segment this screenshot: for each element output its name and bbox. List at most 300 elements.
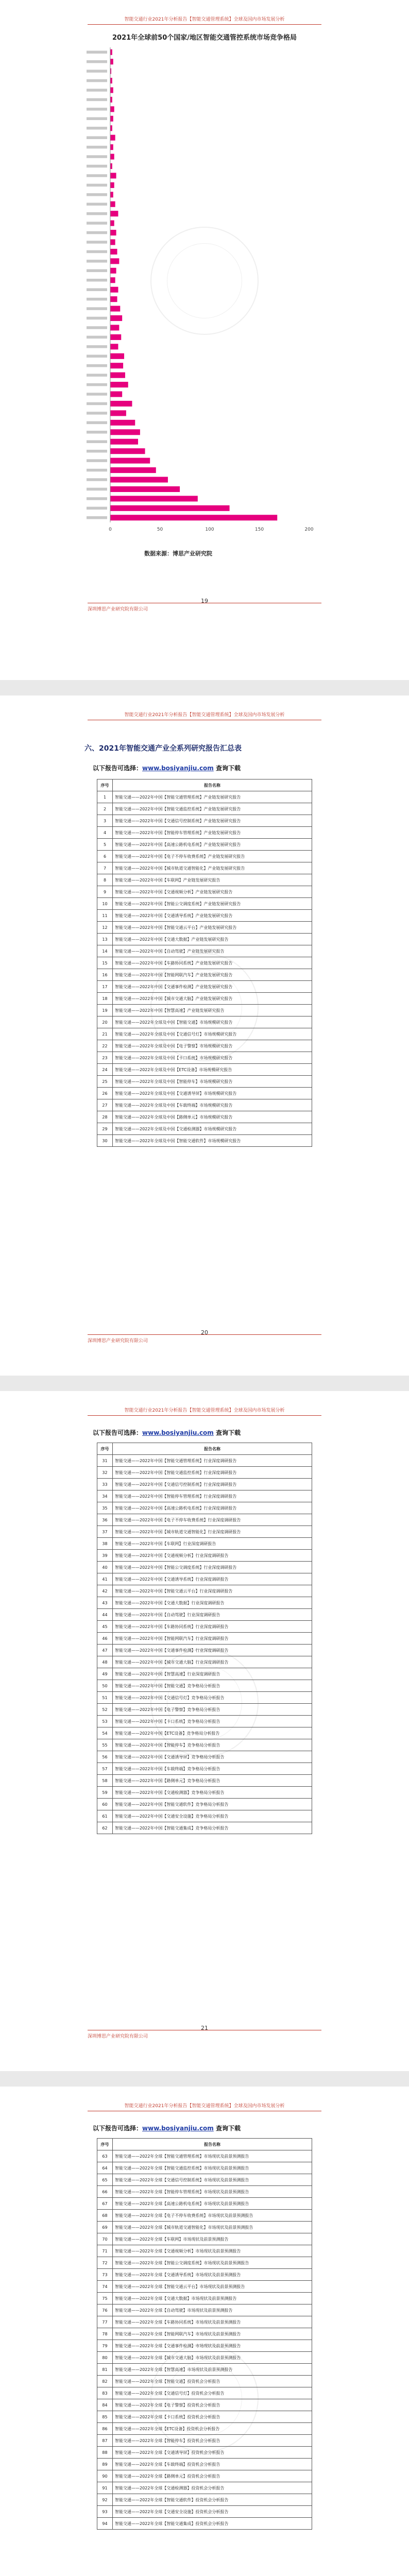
table-row <box>97 1028 312 1040</box>
table-row <box>97 1064 312 1076</box>
table-header-cell: 序号 <box>97 1443 113 1455</box>
category-label-placeholder <box>87 488 107 491</box>
report-name[interactable]: 智能交通——2022年中国【城市交通大脑】行业深度调研报告 <box>113 1656 312 1668</box>
chart-title: 2021年全球前50个国家/地区智能交通管控系统市场竞争格局 <box>112 34 297 42</box>
category-label-placeholder <box>87 269 107 273</box>
row-number: 52 <box>97 1704 113 1716</box>
table-row <box>97 1573 312 1585</box>
page-header: 智能交通行业2021年分析报告【智能交通管理系统】全球及国内市场发展分析 <box>88 15 321 25</box>
table-row <box>97 1502 312 1514</box>
report-name[interactable]: 智能交通——2022年全球及中国【智能停车】市场规模研究报告 <box>113 1076 312 1088</box>
report-name[interactable]: 智能交通——2022年全球及中国【交通信号灯】市场规模研究报告 <box>113 1028 312 1040</box>
row-number: 24 <box>97 1064 113 1076</box>
row-number: 12 <box>97 922 113 934</box>
page-footer: 深圳博思产业研究院有限公司 <box>88 603 321 612</box>
table-row <box>97 1716 312 1727</box>
report-name[interactable]: 智能交通——2022年中国【智能交通云平台】产业链发展研究报告 <box>113 922 312 934</box>
table-row <box>97 2518 312 2530</box>
category-label-placeholder <box>87 307 107 310</box>
bar <box>110 486 180 492</box>
page-footer: 深圳博思产业研究院有限公司 <box>88 2030 321 2039</box>
report-name[interactable]: 智能交通——2022年全球及中国【智能交通】市场规模研究报告 <box>113 1016 312 1028</box>
report-name[interactable]: 智能交通——2022年中国【交通检测器】竞争格局分析报告 <box>113 1787 312 1799</box>
row-number: 85 <box>97 2411 113 2423</box>
table-row <box>97 886 312 898</box>
table-row <box>97 1704 312 1716</box>
report-name[interactable]: 智能交通——2022年中国【智能公交调度系统】产业链发展研究报告 <box>113 898 312 910</box>
website-link[interactable]: www.bosiyanjiu.com <box>142 765 214 772</box>
bar <box>110 448 145 454</box>
report-name[interactable]: 智能交通——2022年中国【智能公交调度系统】行业深度调研报告 <box>113 1562 312 1573</box>
category-label-placeholder <box>87 146 107 149</box>
report-name[interactable]: 智能交通——2022年中国【高速公路机电系统】行业深度调研报告 <box>113 1502 312 1514</box>
report-table <box>97 779 312 1147</box>
report-name[interactable]: 智能交通——2022年中国【交通诱导系统】行业深度调研报告 <box>113 1573 312 1585</box>
table-row <box>97 945 312 957</box>
row-number: 5 <box>97 839 113 851</box>
table-row <box>97 2399 312 2411</box>
table-row <box>97 981 312 993</box>
bar <box>110 116 113 122</box>
category-label-placeholder <box>87 450 107 453</box>
table-row <box>97 2364 312 2376</box>
bar <box>110 268 116 274</box>
report-name[interactable]: 智能交通——2022年中国【车联网】行业深度调研报告 <box>113 1538 312 1550</box>
report-table <box>97 1443 312 1834</box>
report-name[interactable]: 智能交通——2022年中国【智能交通监控系统】行业深度调研报告 <box>113 1467 312 1479</box>
table-row <box>97 2162 312 2174</box>
table-row <box>97 1645 312 1656</box>
bar <box>110 59 113 64</box>
table-header-row <box>97 2139 312 2150</box>
table-row <box>97 2423 312 2435</box>
bar <box>110 239 115 245</box>
bar <box>110 496 198 501</box>
bar <box>110 49 112 55</box>
report-name[interactable]: 智能交通——2022年全球【路侧单元】投资机会分析报告 <box>113 2470 312 2482</box>
report-name[interactable]: 智能交通——2022年全球【车联网】市场现状及前景预测报告 <box>113 2233 312 2245</box>
category-label-placeholder <box>87 212 107 215</box>
table-row <box>97 2470 312 2482</box>
table-row <box>97 2293 312 2304</box>
table-row <box>97 2459 312 2470</box>
page-number: 21 <box>201 2025 208 2031</box>
report-name[interactable]: 智能交通——2022年全球【智能交通管理系统】市场现状及前景预测报告 <box>113 2150 312 2162</box>
row-number: 10 <box>97 898 113 910</box>
bar <box>110 144 113 150</box>
row-number: 1 <box>97 791 113 803</box>
table-row <box>97 1538 312 1550</box>
website-link[interactable]: www.bosiyanjiu.com <box>142 2125 214 2132</box>
report-name[interactable]: 智能交通——2022年中国【路侧单元】竞争格局分析报告 <box>113 1775 312 1787</box>
report-name[interactable]: 智能交通——2022年中国【车路协同系统】产业链发展研究报告 <box>113 957 312 969</box>
table-row <box>97 1099 312 1111</box>
row-number: 41 <box>97 1573 113 1585</box>
bar <box>110 173 116 178</box>
row-number: 29 <box>97 1123 113 1135</box>
report-name[interactable]: 智能交通——2022年全球【交通信号灯】投资机会分析报告 <box>113 2387 312 2399</box>
report-name[interactable]: 智能交通——2022年全球【交通信号控制系统】市场现状及前景预测报告 <box>113 2174 312 2186</box>
report-name[interactable]: 智能交通——2022年中国【城市交通大脑】产业链发展研究报告 <box>113 993 312 1005</box>
category-label-placeholder <box>87 108 107 111</box>
row-number: 83 <box>97 2387 113 2399</box>
table-row <box>97 1621 312 1633</box>
bar <box>110 78 112 83</box>
bar <box>110 467 156 473</box>
row-number: 46 <box>97 1633 113 1645</box>
chart-source: 数据来源：博思产业研究院 <box>144 550 212 557</box>
report-name[interactable]: 智能交通——2022年中国【交通安全设施】竞争格局分析报告 <box>113 1810 312 1822</box>
download-note: 以下报告可选择：www.bosiyanjiu.com 查询下载 <box>93 765 241 772</box>
row-number: 54 <box>97 1727 113 1739</box>
bar <box>110 258 119 264</box>
report-name[interactable]: 智能交通——2022年中国【车载终端】竞争格局分析报告 <box>113 1763 312 1775</box>
table-row <box>97 2411 312 2423</box>
table-row <box>97 2269 312 2281</box>
table-row <box>97 1680 312 1692</box>
category-label-placeholder <box>87 60 107 63</box>
report-name[interactable]: 智能交通——2022年全球【智能交通】投资机会分析报告 <box>113 2376 312 2387</box>
row-number: 84 <box>97 2399 113 2411</box>
row-number: 90 <box>97 2470 113 2482</box>
report-name[interactable]: 智能交通——2022年中国【交通信号灯】竞争格局分析报告 <box>113 1692 312 1704</box>
report-name[interactable]: 智能交通——2022年中国【自动驾驶】行业深度调研报告 <box>113 1609 312 1621</box>
report-name[interactable]: 智能交通——2022年中国【交通诱导屏】竞争格局分析报告 <box>113 1751 312 1763</box>
row-number: 63 <box>97 2150 113 2162</box>
row-number: 78 <box>97 2328 113 2340</box>
category-label-placeholder <box>87 393 107 396</box>
report-name[interactable]: 智能交通——2022年中国【智能停车管理系统】行业深度调研报告 <box>113 1490 312 1502</box>
report-name[interactable]: 智能交通——2022年中国【交通事件检测】产业链发展研究报告 <box>113 981 312 993</box>
category-label-placeholder <box>87 127 107 130</box>
report-name[interactable]: 智能交通——2022年全球【城市轨道交通智能化】市场现状及前景预测报告 <box>113 2222 312 2233</box>
report-name[interactable]: 智能交通——2022年全球【智能公交调度系统】市场现状及前景预测报告 <box>113 2257 312 2269</box>
category-label-placeholder <box>87 202 107 206</box>
category-label-placeholder <box>87 421 107 425</box>
bar <box>110 392 122 397</box>
row-number: 73 <box>97 2269 113 2281</box>
report-name[interactable]: 智能交通——2022年全球及中国【交通检测器】市场规模研究报告 <box>113 1123 312 1135</box>
category-label-placeholder <box>87 155 107 158</box>
row-number: 2 <box>97 803 113 815</box>
table-row <box>97 1787 312 1799</box>
report-name[interactable]: 智能交通——2022年中国【电子警察】竞争格局分析报告 <box>113 1704 312 1716</box>
table-row <box>97 1550 312 1562</box>
category-label-placeholder <box>87 402 107 405</box>
row-number: 16 <box>97 969 113 981</box>
category-label-placeholder <box>87 478 107 481</box>
report-name[interactable]: 智能交通——2022年中国【智能停车】竞争格局分析报告 <box>113 1739 312 1751</box>
report-name[interactable]: 智能交通——2022年全球【卡口系统】投资机会分析报告 <box>113 2411 312 2423</box>
table-row <box>97 2352 312 2364</box>
bar <box>110 401 132 406</box>
category-label-placeholder <box>87 516 107 519</box>
report-name[interactable]: 智能交通——2022年中国【车路协同系统】行业深度调研报告 <box>113 1621 312 1633</box>
row-number: 59 <box>97 1787 113 1799</box>
report-name[interactable]: 智能交通——2022年中国【交通信号控制系统】产业链发展研究报告 <box>113 815 312 827</box>
table-row <box>97 2387 312 2399</box>
row-number: 40 <box>97 1562 113 1573</box>
category-label-placeholder <box>87 440 107 443</box>
page-header: 智能交通行业2021年分析报告【智能交通管理系统】全球及国内市场发展分析 <box>88 1406 321 1416</box>
bar <box>110 221 114 226</box>
table-row <box>97 2198 312 2210</box>
bar <box>110 382 128 387</box>
category-label-placeholder <box>87 412 107 415</box>
category-label-placeholder <box>87 98 107 101</box>
row-number: 33 <box>97 1479 113 1490</box>
bar <box>110 353 124 359</box>
row-number: 3 <box>97 815 113 827</box>
report-name[interactable]: 智能交通——2022年中国【交通信号控制系统】行业深度调研报告 <box>113 1479 312 1490</box>
report-name[interactable]: 智能交通——2022年全球【交通诱导系统】市场现状及前景预测报告 <box>113 2269 312 2281</box>
report-name[interactable]: 智能交通——2022年全球【交通诱导屏】投资机会分析报告 <box>113 2447 312 2459</box>
category-label-placeholder <box>87 193 107 196</box>
x-tick-label: 200 <box>304 527 314 532</box>
table-row <box>97 2245 312 2257</box>
report-name[interactable]: 智能交通——2022年全球【智能交通集成】投资机会分析报告 <box>113 2518 312 2530</box>
report-name[interactable]: 智能交通——2022年全球【交通视频分析】市场现状及前景预测报告 <box>113 2245 312 2257</box>
report-name[interactable]: 智能交通——2022年全球【交通安全设施】投资机会分析报告 <box>113 2506 312 2518</box>
report-name[interactable]: 智能交通——2022年全球【智能交通监控系统】市场现状及前景预测报告 <box>113 2162 312 2174</box>
table-header-row <box>97 779 312 791</box>
report-name[interactable]: 智能交通——2022年全球及中国【交通诱导屏】市场规模研究报告 <box>113 1088 312 1099</box>
bar <box>110 201 115 207</box>
table-row <box>97 2281 312 2293</box>
report-name[interactable]: 智能交通——2022年中国【ETC设备】竞争格局分析报告 <box>113 1727 312 1739</box>
row-number: 88 <box>97 2447 113 2459</box>
table-row <box>97 2222 312 2233</box>
report-name[interactable]: 智能交通——2022年中国【智能交通管理系统】行业深度调研报告 <box>113 1455 312 1467</box>
table-row <box>97 839 312 851</box>
bar <box>110 372 125 378</box>
report-name[interactable]: 智能交通——2022年中国【电子不停车收费系统】产业链发展研究报告 <box>113 851 312 862</box>
row-number: 93 <box>97 2506 113 2518</box>
report-name[interactable]: 智能交通——2022年中国【智能交通】竞争格局分析报告 <box>113 1680 312 1692</box>
category-label-placeholder <box>87 355 107 358</box>
page-reports-1 <box>0 696 409 1376</box>
table-row <box>97 1088 312 1099</box>
report-name[interactable]: 智能交通——2022年中国【智能交通监控系统】产业链发展研究报告 <box>113 803 312 815</box>
table-row <box>97 2316 312 2328</box>
table-row <box>97 957 312 969</box>
row-number: 79 <box>97 2340 113 2352</box>
table-row <box>97 862 312 874</box>
row-number: 61 <box>97 1810 113 1822</box>
report-name[interactable]: 智能交通——2022年全球【智能交通云平台】市场现状及前景预测报告 <box>113 2281 312 2293</box>
table-row <box>97 851 312 862</box>
row-number: 22 <box>97 1040 113 1052</box>
report-name[interactable]: 智能交通——2022年中国【智能网联汽车】产业链发展研究报告 <box>113 969 312 981</box>
table-row <box>97 1763 312 1775</box>
report-name[interactable]: 智能交通——2022年全球及中国【路侧单元】市场规模研究报告 <box>113 1111 312 1123</box>
table-row <box>97 1040 312 1052</box>
report-name[interactable]: 智能交通——2022年全球【智能停车管理系统】市场现状及前景预测报告 <box>113 2186 312 2198</box>
table-row <box>97 2257 312 2269</box>
table-header-cell: 报告名称 <box>113 2139 312 2150</box>
category-label-placeholder <box>87 317 107 320</box>
bar <box>110 192 113 197</box>
row-number: 75 <box>97 2293 113 2304</box>
bar <box>110 182 114 188</box>
report-name[interactable]: 智能交通——2022年全球及中国【智能交通软件】市场规模研究报告 <box>113 1135 312 1147</box>
row-number: 45 <box>97 1621 113 1633</box>
report-name[interactable]: 智能交通——2022年全球【自动驾驶】市场现状及前景预测报告 <box>113 2304 312 2316</box>
bar <box>110 249 117 255</box>
table-header-row <box>97 1443 312 1455</box>
page-gap <box>0 2071 409 2087</box>
report-name[interactable]: 智能交通——2022年全球【智能交通软件】投资机会分析报告 <box>113 2494 312 2506</box>
row-number: 51 <box>97 1692 113 1704</box>
table-row <box>97 1668 312 1680</box>
report-name[interactable]: 智能交通——2022年中国【智慧高速】行业深度调研报告 <box>113 1668 312 1680</box>
bar <box>110 277 115 283</box>
category-label-placeholder <box>87 288 107 291</box>
row-number: 70 <box>97 2233 113 2245</box>
table-row <box>97 1609 312 1621</box>
report-name[interactable]: 智能交通——2022年中国【智能停车管理系统】产业链发展研究报告 <box>113 827 312 839</box>
report-name[interactable]: 智能交通——2022年全球【高速公路机电系统】市场现状及前景预测报告 <box>113 2198 312 2210</box>
report-name[interactable]: 智能交通——2022年中国【交通大数据】产业链发展研究报告 <box>113 934 312 945</box>
report-name[interactable]: 智能交通——2022年全球及中国【车载终端】市场规模研究报告 <box>113 1099 312 1111</box>
report-name[interactable]: 智能交通——2022年中国【车联网】产业链发展研究报告 <box>113 874 312 886</box>
report-name[interactable]: 智能交通——2022年全球【电子不停车收费系统】市场现状及前景预测报告 <box>113 2210 312 2222</box>
bar <box>110 515 277 520</box>
report-name[interactable]: 智能交通——2022年全球【ETC设备】投资机会分析报告 <box>113 2423 312 2435</box>
page-reports-2 <box>0 1391 409 2071</box>
report-name[interactable]: 智能交通——2022年全球【电子警察】投资机会分析报告 <box>113 2399 312 2411</box>
table-row <box>97 2494 312 2506</box>
report-name[interactable]: 智能交通——2022年中国【卡口系统】竞争格局分析报告 <box>113 1716 312 1727</box>
report-name[interactable]: 智能交通——2022年中国【智能交通软件】竞争格局分析报告 <box>113 1799 312 1810</box>
row-number: 4 <box>97 827 113 839</box>
bar <box>110 315 122 321</box>
report-name[interactable]: 智能交通——2022年中国【智能交通集成】竞争格局分析报告 <box>113 1822 312 1834</box>
report-name[interactable]: 智能交通——2022年全球【交通大数据】市场现状及前景预测报告 <box>113 2293 312 2304</box>
row-number: 91 <box>97 2482 113 2494</box>
bar <box>110 97 112 103</box>
report-name[interactable]: 智能交通——2022年中国【交通视频分析】行业深度调研报告 <box>113 1550 312 1562</box>
report-name[interactable]: 智能交通——2022年全球及中国【卡口系统】市场规模研究报告 <box>113 1052 312 1064</box>
row-number: 34 <box>97 1490 113 1502</box>
table-row <box>97 1123 312 1135</box>
page-chart <box>0 0 409 680</box>
page-header: 智能交通行业2021年分析报告【智能交通管理系统】全球及国内市场发展分析 <box>88 711 321 720</box>
row-number: 27 <box>97 1099 113 1111</box>
row-number: 36 <box>97 1514 113 1526</box>
report-name[interactable]: 智能交通——2022年中国【高速公路机电系统】产业链发展研究报告 <box>113 839 312 851</box>
table-row <box>97 1016 312 1028</box>
report-name[interactable]: 智能交通——2022年中国【城市轨道交通智能化】行业深度调研报告 <box>113 1526 312 1538</box>
report-name[interactable]: 智能交通——2022年中国【自动驾驶】产业链发展研究报告 <box>113 945 312 957</box>
row-number: 8 <box>97 874 113 886</box>
row-number: 86 <box>97 2423 113 2435</box>
category-label-placeholder <box>87 241 107 244</box>
table-row <box>97 2506 312 2518</box>
row-number: 55 <box>97 1739 113 1751</box>
table-row <box>97 803 312 815</box>
report-name[interactable]: 智能交通——2022年全球【智慧高速】市场现状及前景预测报告 <box>113 2364 312 2376</box>
table-row <box>97 2482 312 2494</box>
table-row <box>97 1490 312 1502</box>
row-number: 50 <box>97 1680 113 1692</box>
report-name[interactable]: 智能交通——2022年全球【智能停车】投资机会分析报告 <box>113 2435 312 2447</box>
table-row <box>97 1076 312 1088</box>
bar <box>110 230 116 235</box>
category-label-placeholder <box>87 279 107 282</box>
table-header-cell: 报告名称 <box>113 1443 312 1455</box>
table-row <box>97 934 312 945</box>
bar <box>110 344 118 349</box>
report-name[interactable]: 智能交通——2022年全球及中国【ETC设备】市场规模研究报告 <box>113 1064 312 1076</box>
category-label-placeholder <box>87 89 107 92</box>
table-row <box>97 1810 312 1822</box>
category-label-placeholder <box>87 298 107 301</box>
x-tick-label: 50 <box>157 527 163 532</box>
report-name[interactable]: 智能交通——2022年中国【交通视频分析】产业链发展研究报告 <box>113 886 312 898</box>
report-name[interactable]: 智能交通——2022年中国【交通诱导系统】产业链发展研究报告 <box>113 910 312 922</box>
bar <box>110 420 135 426</box>
category-label-placeholder <box>87 174 107 177</box>
report-name[interactable]: 智能交通——2022年全球【智能网联汽车】市场现状及前景预测报告 <box>113 2328 312 2340</box>
report-name[interactable]: 智能交通——2022年中国【城市轨道交通智能化】产业链发展研究报告 <box>113 862 312 874</box>
report-name[interactable]: 智能交通——2022年中国【交通大数据】行业深度调研报告 <box>113 1597 312 1609</box>
report-name[interactable]: 智能交通——2022年全球【城市交通大脑】市场现状及前景预测报告 <box>113 2352 312 2364</box>
bar <box>110 154 114 160</box>
website-link[interactable]: www.bosiyanjiu.com <box>142 1429 214 1436</box>
table-row <box>97 2304 312 2316</box>
row-number: 11 <box>97 910 113 922</box>
report-name[interactable]: 智能交通——2022年中国【智能交通云平台】行业深度调研报告 <box>113 1585 312 1597</box>
row-number: 48 <box>97 1656 113 1668</box>
row-number: 47 <box>97 1645 113 1656</box>
report-name[interactable]: 智能交通——2022年中国【电子不停车收费系统】行业深度调研报告 <box>113 1514 312 1526</box>
report-name[interactable]: 智能交通——2022年中国【智能网联汽车】行业深度调研报告 <box>113 1633 312 1645</box>
category-label-placeholder <box>87 184 107 187</box>
row-number: 23 <box>97 1052 113 1064</box>
report-name[interactable]: 智能交通——2022年全球及中国【电子警察】市场规模研究报告 <box>113 1040 312 1052</box>
report-name[interactable]: 智能交通——2022年全球【车载终端】投资机会分析报告 <box>113 2459 312 2470</box>
bar <box>110 439 138 445</box>
table-row <box>97 993 312 1005</box>
report-name[interactable]: 智能交通——2022年全球【车路协同系统】市场现状及前景预测报告 <box>113 2316 312 2328</box>
report-name[interactable]: 智能交通——2022年中国【交通事件检测】行业深度调研报告 <box>113 1645 312 1656</box>
row-number: 14 <box>97 945 113 957</box>
table-row <box>97 1455 312 1467</box>
row-number: 71 <box>97 2245 113 2257</box>
table-row <box>97 898 312 910</box>
table-row <box>97 2340 312 2352</box>
row-number: 25 <box>97 1076 113 1088</box>
table-row <box>97 910 312 922</box>
table-header-cell: 序号 <box>97 779 113 791</box>
bar-chart <box>0 43 409 538</box>
report-name[interactable]: 智能交通——2022年全球【交通事件检测】市场现状及前景预测报告 <box>113 2340 312 2352</box>
bar <box>110 334 121 340</box>
table-row <box>97 1656 312 1668</box>
table-row <box>97 2233 312 2245</box>
category-label-placeholder <box>87 364 107 367</box>
row-number: 57 <box>97 1763 113 1775</box>
category-label-placeholder <box>87 136 107 139</box>
report-name[interactable]: 智能交通——2022年中国【智慧高速】产业链发展研究报告 <box>113 1005 312 1016</box>
bar <box>110 211 118 216</box>
bar <box>110 125 112 131</box>
report-name[interactable]: 智能交通——2022年中国【智能交通管理系统】产业链发展研究报告 <box>113 791 312 803</box>
row-number: 39 <box>97 1550 113 1562</box>
category-label-placeholder <box>87 383 107 386</box>
report-name[interactable]: 智能交通——2022年全球【交通检测器】投资机会分析报告 <box>113 2482 312 2494</box>
